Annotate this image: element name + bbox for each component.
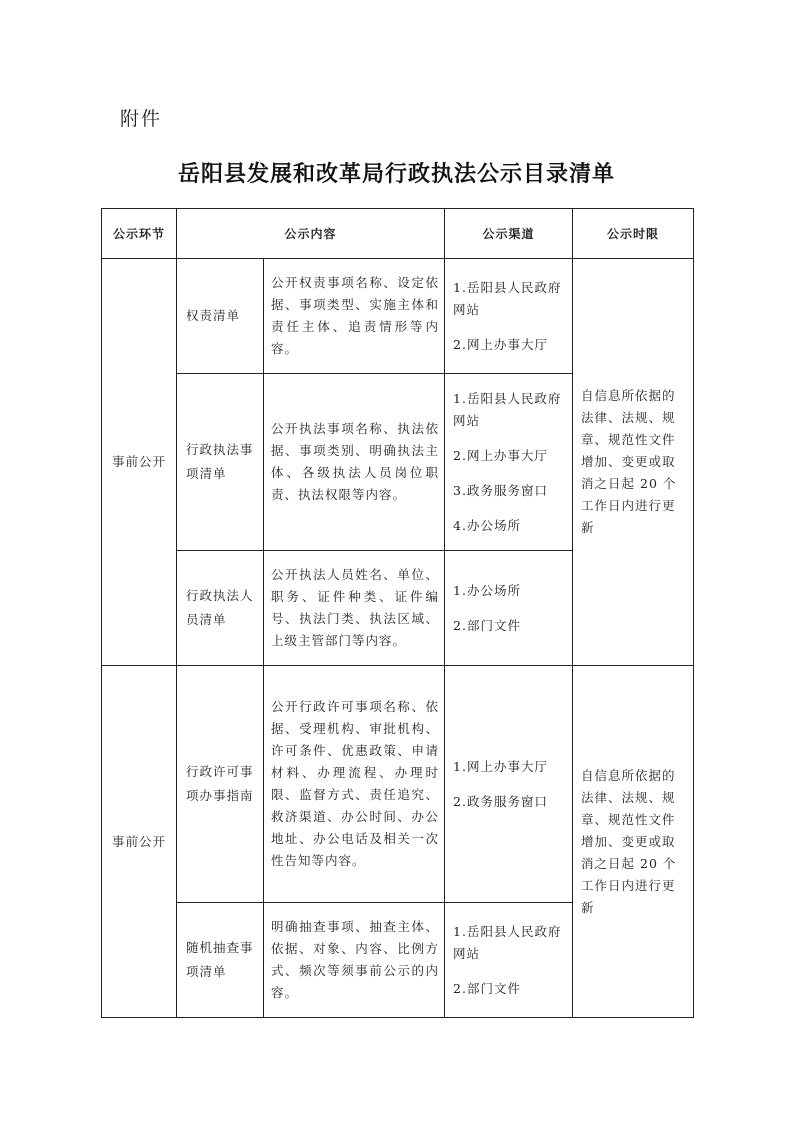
header-period: 公示时限 [573,209,694,259]
table-row [102,666,694,903]
item-channels [445,374,573,551]
disclosure-table [101,208,694,1018]
attachment-label: 附件 [120,108,163,130]
channel-item: 2.部门文件 [453,980,521,996]
period-cell: 自信息所依据的法律、法规、规章、规范性文件增加、变更或取消之日起 20 个工作日内进行更新 [573,259,694,666]
channel-item: 1.岳阳县人民政府网站 [453,390,562,428]
item-channels [445,903,573,1018]
stage-cell: 事前公开 [102,666,177,1018]
item-name: 行政执法事项清单 [177,374,264,551]
header-channel: 公示渠道 [445,209,573,259]
table-header-row [102,209,694,259]
channel-item: 1.网上办事大厅 [453,758,548,774]
channel-item: 1.岳阳县人民政府网站 [453,279,562,317]
header-content: 公示内容 [177,209,445,259]
channel-item: 1.办公场所 [453,582,521,598]
channel-item: 2.网上办事大厅 [453,336,548,352]
stage-cell: 事前公开 [102,259,177,666]
item-name: 权责清单 [177,259,264,374]
item-content: 明确抽查事项、抽查主体、依据、对象、内容、比例方式、频次等须事前公示的内容。 [264,903,445,1018]
item-name: 行政许可事项办事指南 [177,666,264,903]
channel-item: 1.岳阳县人民政府网站 [453,923,562,961]
item-content: 公开权责事项名称、设定依据、事项类型、实施主体和责任主体、追责情形等内容。 [264,259,445,374]
channel-item: 4.办公场所 [453,517,521,533]
item-name: 行政执法人员清单 [177,551,264,666]
item-content: 公开执法人员姓名、单位、职务、证件种类、证件编号、执法门类、执法区域、上级主管部门等内容。 [264,551,445,666]
channel-item: 3.政务服务窗口 [453,482,548,498]
item-content: 公开行政许可事项名称、依据、受理机构、审批机构、许可条件、优惠政策、申请材料、办理流程、办理时限、监督方式、责任追究、救济渠道、办公时间、办公地址、办公电话及相关一次性告知等内容。 [264,666,445,903]
channel-item: 2.部门文件 [453,617,521,633]
item-channels [445,259,573,374]
item-name: 随机抽查事项清单 [177,903,264,1018]
item-channels [445,666,573,903]
item-channels [445,551,573,666]
table-row [102,259,694,374]
page-title: 岳阳县发展和改革局行政执法公示目录清单 [177,162,615,187]
item-content: 公开执法事项名称、执法依据、事项类别、明确执法主体、各级执法人员岗位职责、执法权限等内容。 [264,374,445,551]
header-stage: 公示环节 [102,209,177,259]
channel-item: 2.网上办事大厅 [453,447,548,463]
period-cell: 自信息所依据的法律、法规、规章、规范性文件增加、变更或取消之日起 20 个工作日内进行更新 [573,666,694,1018]
channel-item: 2.政务服务窗口 [453,793,548,809]
